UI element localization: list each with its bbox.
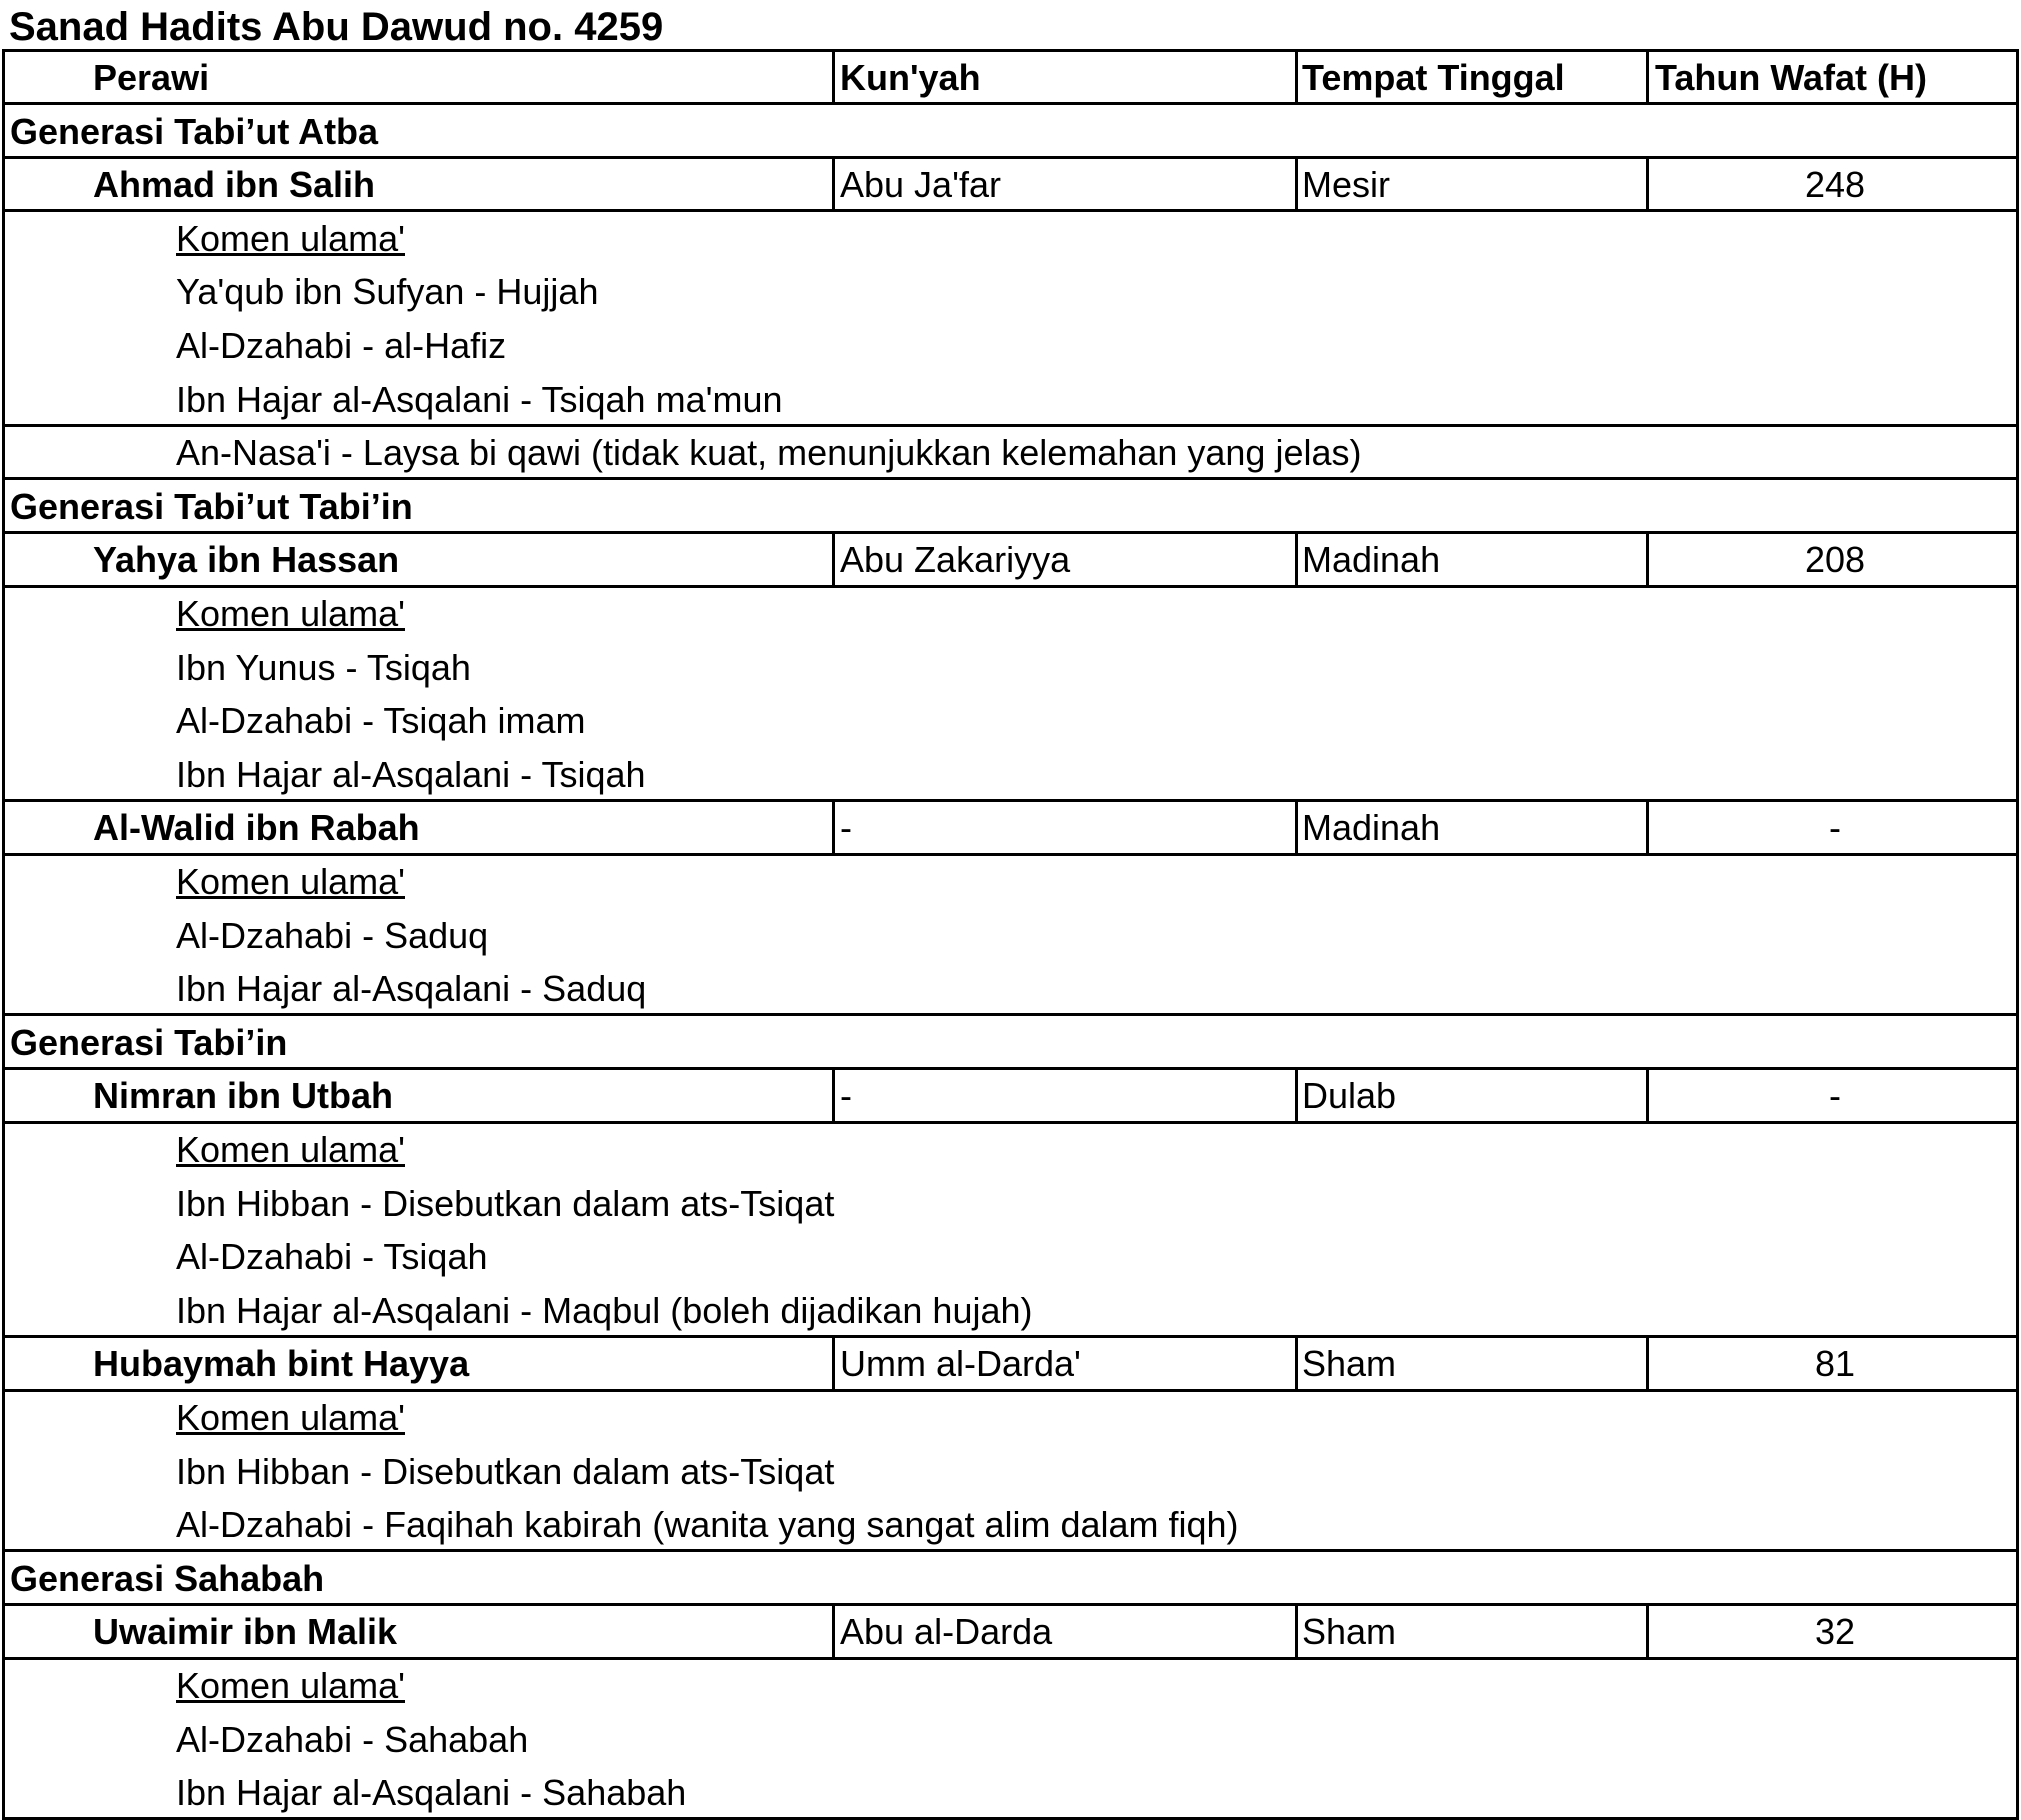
- column-divider: [1295, 800, 1298, 854]
- table-side-border: [2, 49, 5, 1819]
- comment-heading: Komen ulama': [176, 593, 405, 634]
- column-divider: [832, 1336, 835, 1390]
- row-divider: [2, 102, 2019, 105]
- row-divider: [2, 424, 2019, 427]
- comment-line: Al-Dzahabi - Sahabah: [176, 1718, 529, 1760]
- comment-row: [2, 1497, 2019, 1551]
- row-divider: [2, 1335, 2019, 1338]
- narrator-row: [2, 1068, 2019, 1122]
- narrator-tahun: 208: [1804, 539, 1866, 581]
- comment-line: Al-Dzahabi - Faqihah kabirah (wanita yang sangat alim dalam fiqh): [176, 1504, 1239, 1546]
- comment-row: [2, 425, 2019, 479]
- comment-line: Al-Dzahabi - al-Hafiz: [176, 325, 507, 366]
- comment-heading-row: [2, 1390, 2019, 1444]
- row-divider: [2, 1013, 2019, 1016]
- comment-row: [2, 747, 2019, 801]
- column-divider: [1295, 1604, 1298, 1658]
- header-kunyah: Kun'yah: [840, 57, 981, 98]
- column-divider: [1646, 1604, 1649, 1658]
- comment-heading: Komen ulama': [176, 1129, 405, 1170]
- page-title: Sanad Hadits Abu Dawud no. 4259: [9, 5, 664, 49]
- narrator-tempat: Sham: [1302, 1611, 1397, 1653]
- comment-line: Ya'qub ibn Sufyan - Hujjah: [176, 271, 599, 313]
- comment-heading: Komen ulama': [176, 1665, 405, 1706]
- comment-row: [2, 1444, 2019, 1498]
- column-divider: [832, 800, 835, 854]
- generation-label: Generasi Tabi’in: [10, 1021, 288, 1063]
- comment-line: Al-Dzahabi - Tsiqah imam: [176, 700, 586, 742]
- comment-row: [2, 1229, 2019, 1283]
- comment-heading: Komen ulama': [176, 861, 405, 902]
- comment-row: [2, 908, 2019, 962]
- comment-row: [2, 1176, 2019, 1230]
- narrator-tempat: Dulab: [1302, 1075, 1397, 1117]
- narrator-name: Hubaymah bint Hayya: [93, 1343, 470, 1385]
- row-divider: [2, 853, 2019, 856]
- narrator-row: [2, 800, 2019, 854]
- column-divider: [1646, 157, 1649, 211]
- row-divider: [2, 477, 2019, 480]
- comment-line: Ibn Hibban - Disebutkan dalam ats-Tsiqat: [176, 1450, 835, 1492]
- generation-label: Generasi Sahabah: [10, 1557, 325, 1599]
- comment-line: An-Nasa'i - Laysa bi qawi (tidak kuat, menunjukkan kelemahan yang jelas): [176, 432, 1362, 474]
- comment-row: [2, 1765, 2019, 1819]
- column-divider: [1646, 50, 1649, 104]
- comment-line: Ibn Hajar al-Asqalani - Saduq: [176, 968, 647, 1010]
- comment-heading-row: [2, 1658, 2019, 1712]
- comment-line: Ibn Yunus - Tsiqah: [176, 646, 471, 688]
- comment-row: [2, 318, 2019, 372]
- column-divider: [832, 1068, 835, 1122]
- narrator-kunyah: Abu Zakariyya: [840, 539, 1071, 581]
- narrator-tempat: Madinah: [1302, 539, 1441, 581]
- narrator-kunyah: Abu Ja'far: [840, 164, 1001, 206]
- row-divider: [2, 209, 2019, 212]
- row-divider: [2, 1549, 2019, 1552]
- column-divider: [1295, 1068, 1298, 1122]
- row-divider: [2, 1121, 2019, 1124]
- row-divider: [2, 1657, 2019, 1660]
- comment-heading: Komen ulama': [176, 217, 405, 259]
- narrator-kunyah: Umm al-Darda': [840, 1343, 1081, 1385]
- narrator-tempat: Sham: [1302, 1343, 1397, 1385]
- column-divider: [832, 1604, 835, 1658]
- comment-line: Ibn Hibban - Disebutkan dalam ats-Tsiqat: [176, 1182, 835, 1224]
- comment-row: [2, 1283, 2019, 1337]
- comment-row: [2, 1712, 2019, 1766]
- narrator-name: Al-Walid ibn Rabah: [93, 807, 420, 849]
- column-divider: [1646, 800, 1649, 854]
- comment-heading: Komen ulama': [176, 1397, 405, 1438]
- comment-row: [2, 372, 2019, 426]
- header-row: [2, 50, 2019, 104]
- column-divider: [832, 50, 835, 104]
- generation-row: [2, 104, 2019, 158]
- column-divider: [1646, 532, 1649, 586]
- column-divider: [1295, 157, 1298, 211]
- narrator-kunyah: Abu al-Darda: [840, 1611, 1053, 1653]
- narrator-name: Nimran ibn Utbah: [93, 1075, 394, 1117]
- header-tahun: Tahun Wafat (H): [1655, 57, 1927, 98]
- narrator-tahun: -: [1829, 807, 1841, 849]
- narrator-tahun: -: [1829, 1075, 1841, 1117]
- comment-line: Ibn Hajar al-Asqalani - Maqbul (boleh dijadikan hujah): [176, 1289, 1033, 1331]
- row-divider: [2, 531, 2019, 534]
- row-divider: [2, 1067, 2019, 1070]
- narrator-tahun: 81: [1814, 1343, 1856, 1385]
- comment-heading-row: [2, 586, 2019, 640]
- narrator-row: [2, 1604, 2019, 1658]
- column-divider: [1295, 1336, 1298, 1390]
- narrator-name: Yahya ibn Hassan: [93, 539, 400, 581]
- row-divider: [2, 1389, 2019, 1392]
- column-divider: [1295, 50, 1298, 104]
- comment-row: [2, 640, 2019, 694]
- row-divider: [2, 156, 2019, 159]
- generation-row: [2, 479, 2019, 533]
- comment-row: [2, 264, 2019, 318]
- comment-line: Ibn Hajar al-Asqalani - Sahabah: [176, 1772, 687, 1814]
- comment-line: Al-Dzahabi - Saduq: [176, 914, 489, 956]
- generation-row: [2, 1015, 2019, 1069]
- row-divider: [2, 1603, 2019, 1606]
- header-tempat: Tempat Tinggal: [1302, 57, 1565, 98]
- narrator-row: [2, 532, 2019, 586]
- narrator-tempat: Madinah: [1302, 807, 1441, 849]
- narrator-tempat: Mesir: [1302, 164, 1390, 206]
- row-divider: [2, 585, 2019, 588]
- column-divider: [1646, 1068, 1649, 1122]
- narrator-tahun: 32: [1814, 1611, 1856, 1653]
- comment-heading-row: [2, 211, 2019, 265]
- column-divider: [832, 157, 835, 211]
- narrator-tahun: 248: [1804, 164, 1866, 206]
- generation-label: Generasi Tabi’ut Atba: [10, 110, 379, 152]
- narrator-name: Uwaimir ibn Malik: [93, 1611, 398, 1653]
- comment-line: Ibn Hajar al-Asqalani - Tsiqah: [176, 753, 646, 795]
- row-divider: [2, 49, 2019, 52]
- table-side-border: [2016, 49, 2019, 1819]
- narrator-kunyah: -: [840, 807, 852, 849]
- generation-label: Generasi Tabi’ut Tabi’in: [10, 485, 413, 527]
- column-divider: [1646, 1336, 1649, 1390]
- column-divider: [1295, 532, 1298, 586]
- narrator-row: [2, 157, 2019, 211]
- header-perawi: Perawi: [93, 57, 210, 98]
- row-divider: [2, 799, 2019, 802]
- comment-heading-row: [2, 854, 2019, 908]
- generation-row: [2, 1551, 2019, 1605]
- narrator-kunyah: -: [840, 1075, 852, 1117]
- narrator-name: Ahmad ibn Salih: [93, 164, 376, 206]
- comment-row: [2, 693, 2019, 747]
- comment-line: Al-Dzahabi - Tsiqah: [176, 1236, 488, 1278]
- column-divider: [832, 532, 835, 586]
- comment-heading-row: [2, 1122, 2019, 1176]
- comment-row: [2, 961, 2019, 1015]
- comment-line: Ibn Hajar al-Asqalani - Tsiqah ma'mun: [176, 378, 783, 420]
- narrator-row: [2, 1336, 2019, 1390]
